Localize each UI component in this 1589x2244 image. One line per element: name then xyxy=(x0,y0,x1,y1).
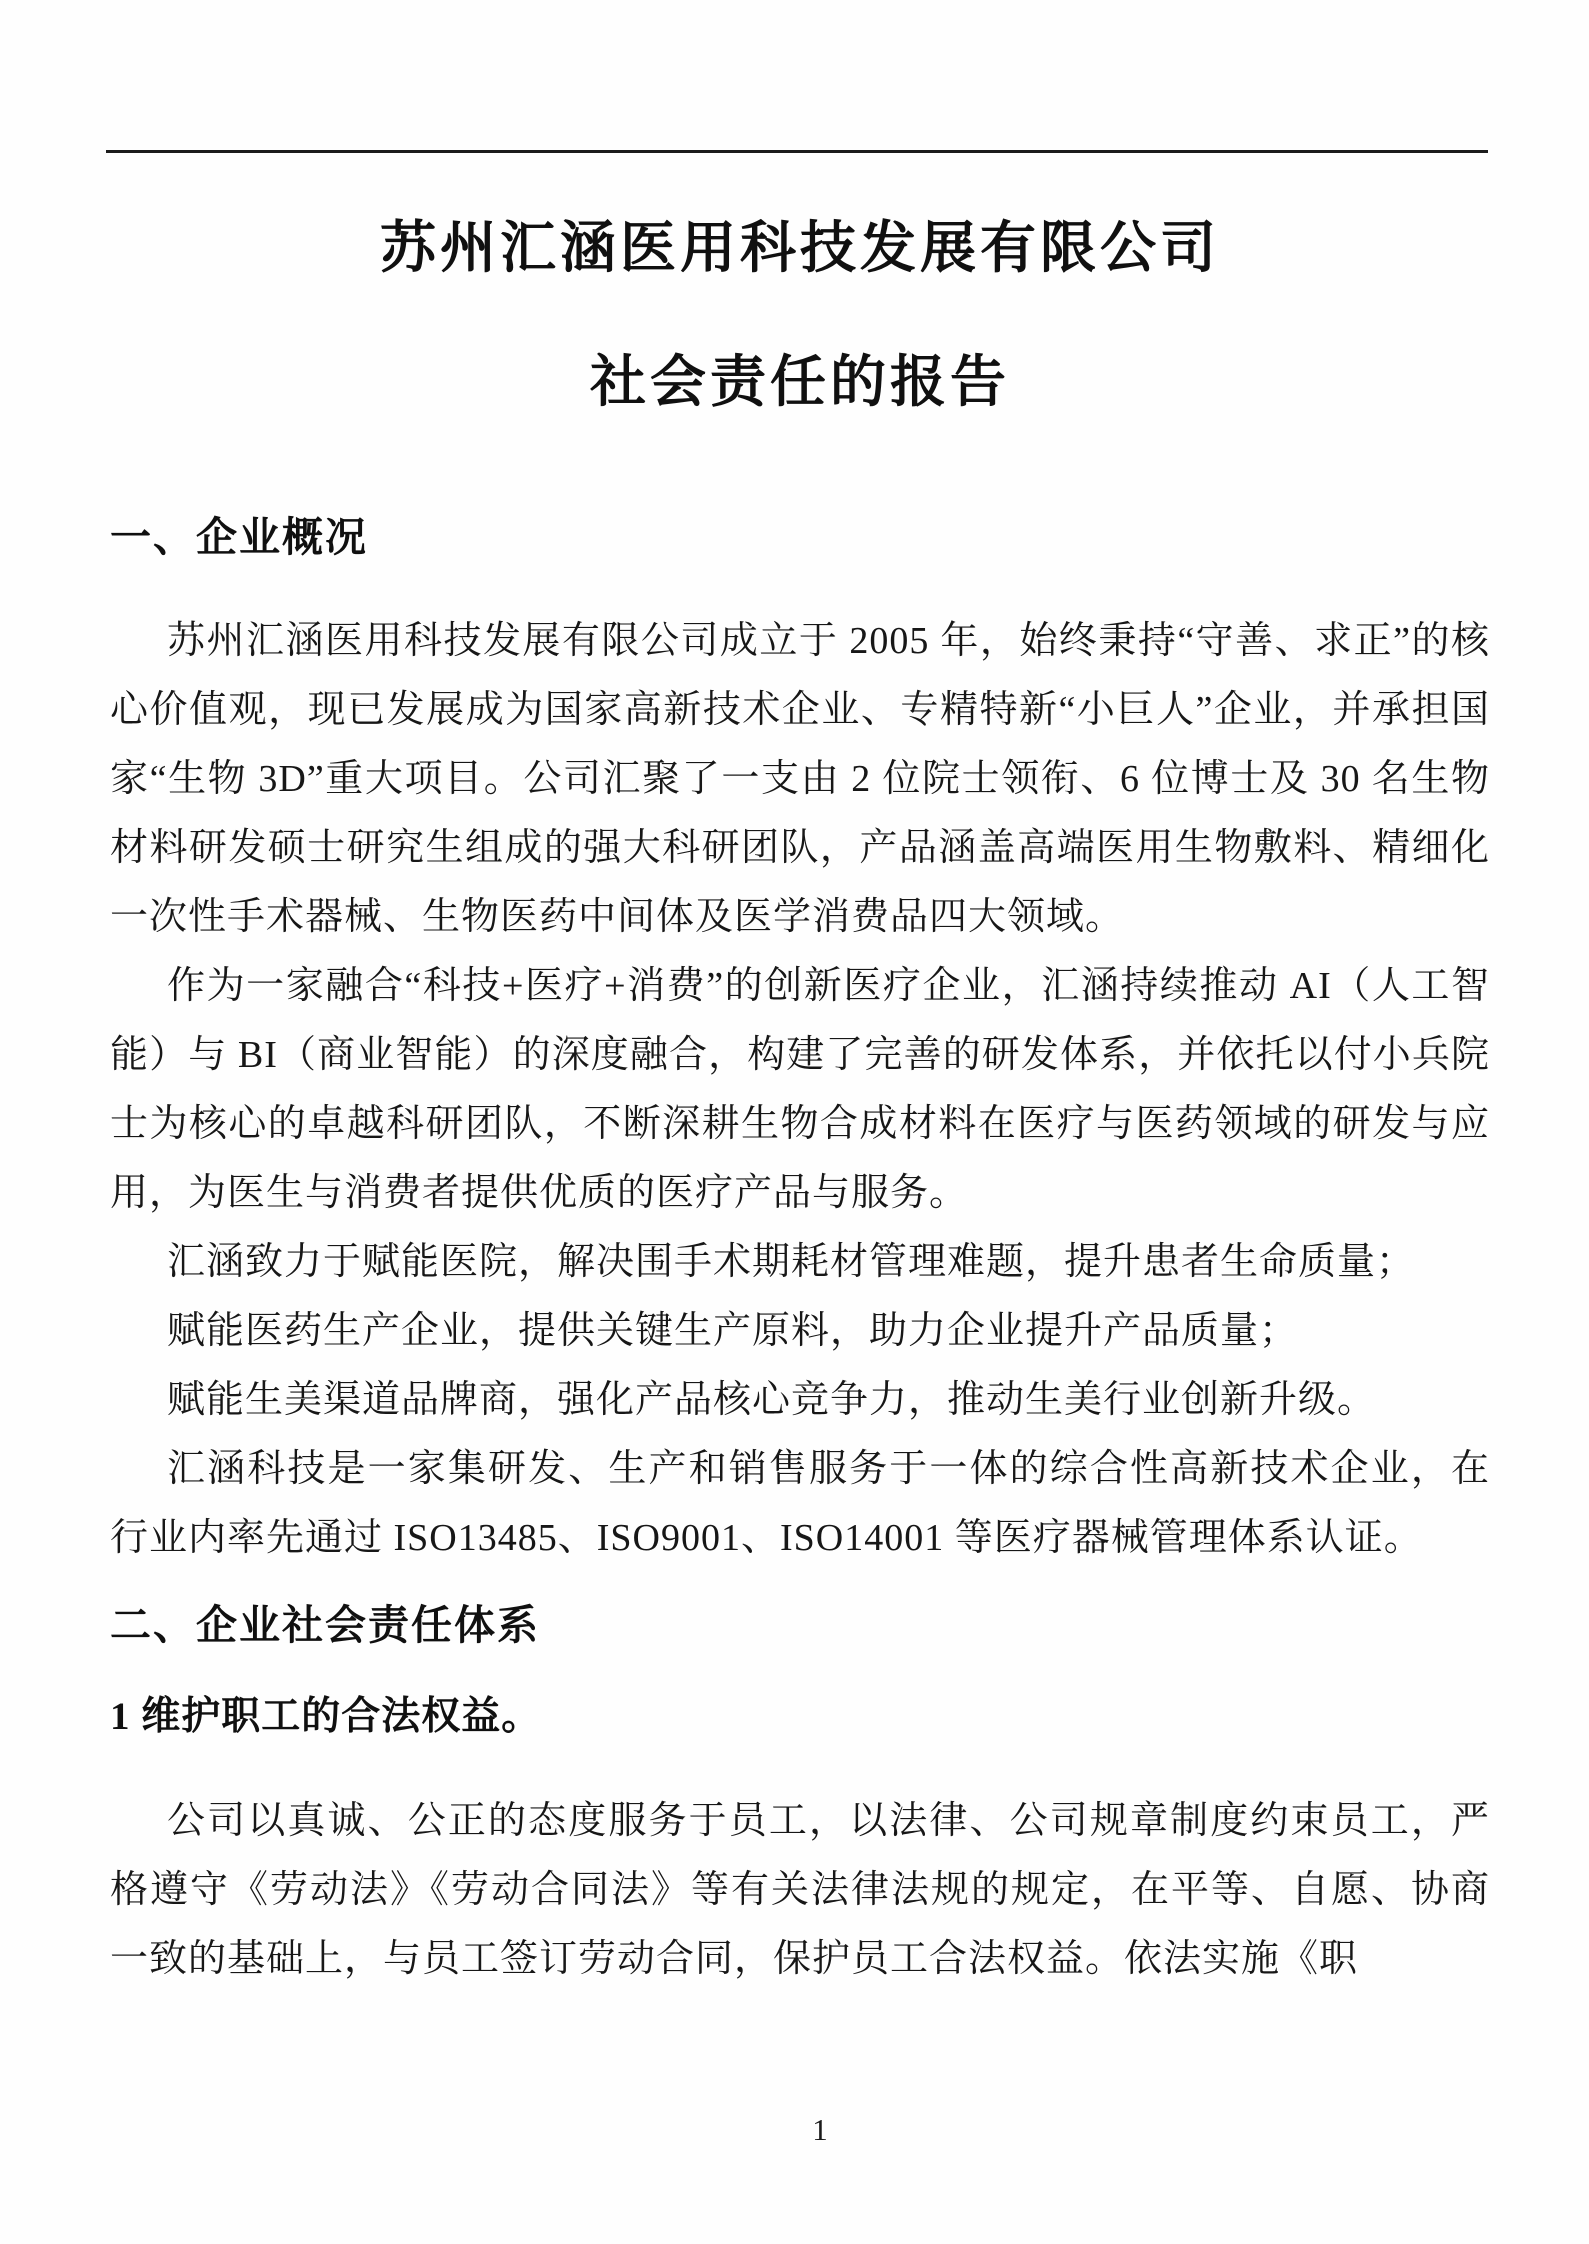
section-2-heading: 二、企业社会责任体系 xyxy=(110,1602,540,1648)
section-2-subheading-1: 1 维护职工的合法权益。 xyxy=(110,1695,542,1738)
section-1-paragraph-5: 赋能生美渠道品牌商，强化产品核心竞争力，推动生美行业创新升级。 xyxy=(167,1379,1377,1421)
section-2-paragraph-1: 公司以真诚、公正的态度服务于员工，以法律、公司规章制度约束员工，严格遵守《劳动法》《劳动合同法》等有关法律法规的规定，在平等、自愿、协商一致的基础上，与员工签订劳动合同，保护员工合法权益。依法实施《职 xyxy=(110,1800,1490,1980)
page-content xyxy=(110,0,1490,1994)
section-1-paragraph-3: 汇涵致力于赋能医院，解决围手术期耗材管理难题，提升患者生命质量； xyxy=(167,1241,1416,1283)
section-1-paragraph-4: 赋能医药生产企业，提供关键生产原料，助力企业提升产品质量； xyxy=(167,1310,1299,1352)
section-1-heading: 一、企业概况 xyxy=(110,514,368,560)
document-title: 苏州汇涵医用科技发展有限公司 xyxy=(380,218,1220,280)
section-1-paragraph-2: 作为一家融合“科技+医疗+消费”的创新医疗企业，汇涵持续推动 AI（人工智能）与 BI（商业智能）的深度融合，构建了完善的研发体系，并依托以付小兵院士为核心的卓越科研团队，不断深耕生物合成材料在医疗与医药领域的研发与应用，为医生与消费者提供优质的医疗产品与服务。 xyxy=(110,965,1490,1214)
section-1-paragraph-1: 苏州汇涵医用科技发展有限公司成立于 2005 年，始终秉持“守善、求正”的核心价值观，现已发展成为国家高新技术企业、专精特新“小巨人”企业，并承担国家“生物 3D”重大项目。公司汇聚了一支由 2 位院士领衔、6 位博士及 30 名生物材料研发硕士研究生组成的强大科研团队，产品涵盖高端医用生物敷料、精细化一次性手术器械、生物医药中间体及医学消费品四大领域。 xyxy=(110,620,1490,938)
section-1-paragraph-6: 汇涵科技是一家集研发、生产和销售服务于一体的综合性高新技术企业，在行业内率先通过 ISO13485、ISO9001、ISO14001 等医疗器械管理体系认证。 xyxy=(110,1448,1490,1559)
document-subtitle: 社会责任的报告 xyxy=(590,352,1010,414)
page-number: 1 xyxy=(812,2112,828,2147)
